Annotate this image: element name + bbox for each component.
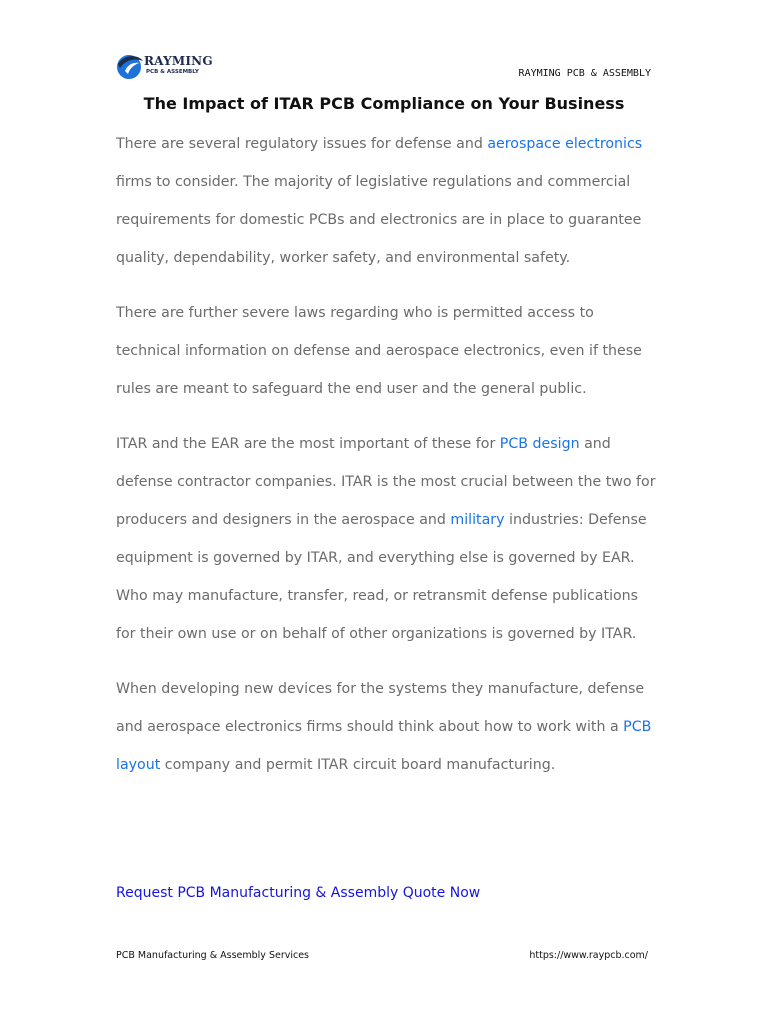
rayming-logo[interactable] [116,52,216,82]
request-quote-link[interactable]: Request PCB Manufacturing & Assembly Quote Now [116,885,481,901]
article-body [116,125,656,801]
footer-url-link[interactable]: https://www.raypcb.com/ [529,950,648,961]
link-pcb-layout[interactable]: PCB layout [116,719,652,773]
paragraph-access-laws [116,294,656,408]
header-company-name: RAYMING PCB & ASSEMBLY [518,68,651,79]
paragraph-regulatory-issues [116,125,656,277]
logo-wordmark: RAYMING [144,54,213,68]
paragraph-text: When developing new devices for the systems they manufacture, defense and aerospace electronics firms should think about how to work with a [116,681,645,735]
rayming-logo-icon [116,52,144,80]
footer-services-text: PCB Manufacturing & Assembly Services [116,950,310,961]
paragraph-text: ITAR and the EAR are the most important of these for [116,436,500,452]
paragraph-text: industries: Defense equipment is governed by ITAR, and everything else is governed by EAR. Who may manufacture, transfer, read, or retransmit defense publications for their own use or on behalf of other organizations is governed by ITAR. [116,512,647,642]
logo-tagline: PCB & ASSEMBLY [146,69,199,75]
paragraph-text: firms to consider. The majority of legislative regulations and commercial requirements for domestic PCBs and electronics are in place to guarantee quality, dependability, worker safety, and environmental safety. [116,174,642,266]
paragraph-text: There are several regulatory issues for defense and [116,136,488,152]
link-pcb-design[interactable]: PCB design [499,436,580,452]
paragraph-text: and defense contractor companies. ITAR is the most crucial between the two for producers and designers in the aerospace and [116,436,656,528]
paragraph-text: company and permit ITAR circuit board manufacturing. [160,757,556,773]
link-military[interactable]: military [450,512,505,528]
page-title: The Impact of ITAR PCB Compliance on Your Business [143,94,625,113]
link-aerospace-electronics[interactable]: aerospace electronics [487,136,643,152]
paragraph-itar-ear [116,425,656,653]
paragraph-new-devices [116,670,656,784]
paragraph-text: There are further severe laws regarding who is permitted access to technical information on defense and aerospace electronics, even if these rules are meant to safeguard the end user and the general public. [116,305,642,397]
